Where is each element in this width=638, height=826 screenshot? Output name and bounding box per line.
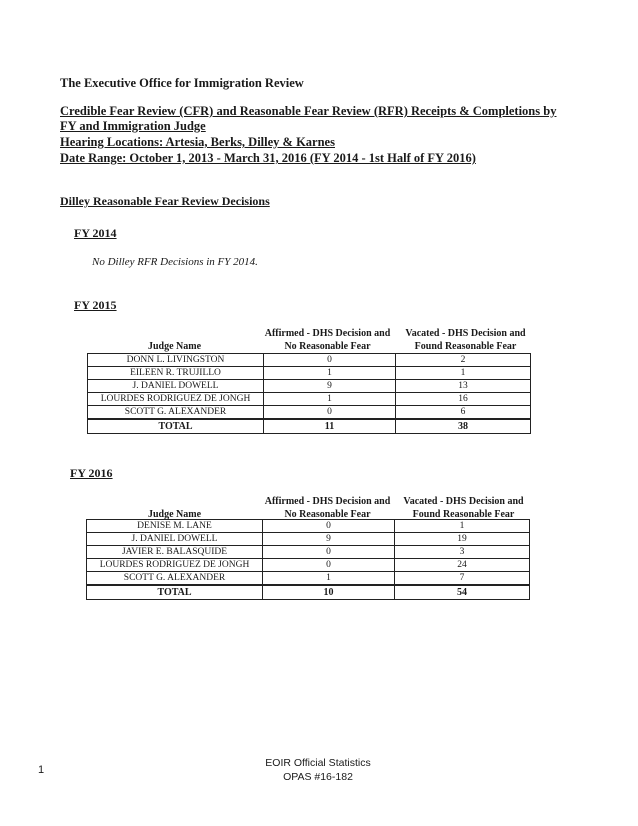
affirmed-count: 0 xyxy=(263,520,395,533)
affirmed-count: 0 xyxy=(264,406,396,420)
judge-name: EILEEN R. TRUJILLO xyxy=(88,367,264,380)
judge-name: LOURDES RODRIGUEZ DE JONGH xyxy=(88,393,264,406)
judge-name: DONN L. LIVINGSTON xyxy=(88,354,264,367)
vacated-count: 24 xyxy=(395,559,530,572)
date-range: Date Range: October 1, 2013 - March 31, 2016 (FY 2014 - 1st Half of FY 2016) xyxy=(60,151,476,165)
fy2014-title: FY 2014 xyxy=(74,226,117,240)
judge-name: LOURDES RODRIGUEZ DE JONGH xyxy=(87,559,263,572)
total-row xyxy=(88,419,531,434)
vacated-count: 16 xyxy=(396,393,531,406)
affirmed-count: 9 xyxy=(264,380,396,393)
table-row xyxy=(87,533,530,546)
page-number: 1 xyxy=(38,764,45,776)
judge-name: SCOTT G. ALEXANDER xyxy=(87,572,263,586)
judge-name: J. DANIEL DOWELL xyxy=(88,380,264,393)
fy2015-title: FY 2015 xyxy=(74,298,117,312)
fy2015-table xyxy=(87,353,531,434)
total-affirmed: 11 xyxy=(264,419,396,434)
vacated-count: 7 xyxy=(395,572,530,586)
fy2015-col-judge: Judge Name xyxy=(147,341,202,352)
report-subtitle: FY and Immigration Judge xyxy=(60,119,206,133)
total-row xyxy=(87,585,530,600)
vacated-count: 1 xyxy=(396,367,531,380)
total-label: TOTAL xyxy=(88,419,264,434)
judge-name: SCOTT G. ALEXANDER xyxy=(88,406,264,420)
affirmed-count: 9 xyxy=(263,533,395,546)
fy2016-title: FY 2016 xyxy=(70,466,113,480)
table-row xyxy=(87,546,530,559)
affirmed-count: 0 xyxy=(263,546,395,559)
total-vacated: 38 xyxy=(396,419,531,434)
table-row xyxy=(88,393,531,406)
vacated-count: 6 xyxy=(396,406,531,420)
fy2016-col-affirmed-1: Affirmed - DHS Decision and xyxy=(264,496,391,507)
fy2015-col-affirmed-2: No Reasonable Fear xyxy=(284,341,371,352)
table-row xyxy=(88,367,531,380)
hearing-locations: Hearing Locations: Artesia, Berks, Dilley & Karnes xyxy=(60,135,335,149)
vacated-count: 13 xyxy=(396,380,531,393)
vacated-count: 3 xyxy=(395,546,530,559)
fy2015-col-affirmed-1: Affirmed - DHS Decision and xyxy=(264,328,391,339)
agency-title: The Executive Office for Immigration Review xyxy=(60,76,304,90)
footer-line-1: EOIR Official Statistics xyxy=(265,757,371,769)
table-row xyxy=(87,572,530,586)
report-title: Credible Fear Review (CFR) and Reasonable Fear Review (RFR) Receipts & Completions by xyxy=(60,104,557,118)
total-affirmed: 10 xyxy=(263,585,395,600)
fy2016-col-vacated-2: Found Reasonable Fear xyxy=(412,509,515,520)
affirmed-count: 0 xyxy=(264,354,396,367)
footer-line-2: OPAS #16-182 xyxy=(283,771,353,783)
affirmed-count: 1 xyxy=(264,367,396,380)
fy2015-col-vacated-1: Vacated - DHS Decision and xyxy=(405,328,526,339)
vacated-count: 19 xyxy=(395,533,530,546)
table-row xyxy=(88,354,531,367)
table-row xyxy=(87,559,530,572)
fy2016-table xyxy=(86,519,530,600)
judge-name: DENISE M. LANE xyxy=(87,520,263,533)
table-row xyxy=(88,406,531,420)
table-row xyxy=(87,520,530,533)
vacated-count: 1 xyxy=(395,520,530,533)
fy2016-col-affirmed-2: No Reasonable Fear xyxy=(284,509,371,520)
total-label: TOTAL xyxy=(87,585,263,600)
affirmed-count: 1 xyxy=(264,393,396,406)
table-row xyxy=(88,380,531,393)
fy2014-note: No Dilley RFR Decisions in FY 2014. xyxy=(92,256,258,268)
total-vacated: 54 xyxy=(395,585,530,600)
fy2015-col-vacated-2: Found Reasonable Fear xyxy=(414,341,517,352)
section-title: Dilley Reasonable Fear Review Decisions xyxy=(60,194,270,208)
affirmed-count: 1 xyxy=(263,572,395,586)
fy2016-col-judge: Judge Name xyxy=(147,509,202,520)
judge-name: JAVIER E. BALASQUIDE xyxy=(87,546,263,559)
vacated-count: 2 xyxy=(396,354,531,367)
affirmed-count: 0 xyxy=(263,559,395,572)
fy2016-col-vacated-1: Vacated - DHS Decision and xyxy=(403,496,524,507)
judge-name: J. DANIEL DOWELL xyxy=(87,533,263,546)
